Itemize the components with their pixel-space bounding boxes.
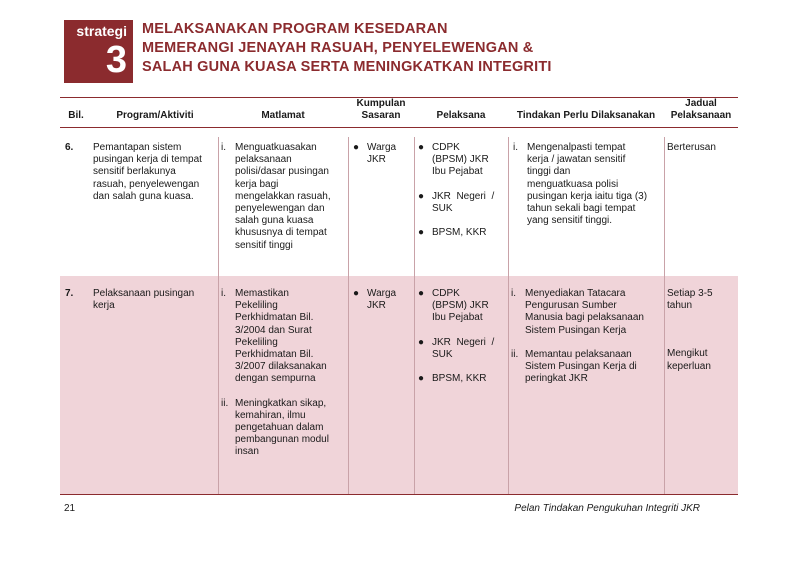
text-line: Pemantapan sistem: [93, 142, 182, 153]
text-line: Memastikan: [235, 288, 289, 299]
text-line: JKR: [367, 300, 386, 312]
bullet-icon: ●: [418, 190, 425, 202]
numbered-item: [511, 349, 663, 386]
text-line: Pelaksanaan pusingan: [93, 288, 195, 299]
column-divider: [508, 137, 509, 494]
text-line: khususnya di tempat: [235, 227, 327, 239]
tindakan-cell: [513, 142, 663, 227]
bullet-icon: ●: [418, 373, 425, 385]
col-header-kumpulan-line: Kumpulan: [356, 98, 406, 109]
text-line: dan salah guna kuasa.: [93, 190, 194, 202]
numbered-item: [513, 142, 663, 227]
text-line: Menyediakan Tatacara: [525, 288, 626, 299]
text-line: JKR: [367, 154, 386, 166]
kumpulan-cell: [353, 288, 413, 312]
title-line: SALAH GUNA KUASA SERTA MENINGKATKAN INTEGRITI: [142, 59, 552, 75]
text-line: pengetahuan dalam: [235, 422, 324, 434]
program-cell: [93, 288, 217, 312]
column-divider: [348, 137, 349, 494]
bullet-icon: ●: [418, 227, 425, 239]
item-marker: i.: [221, 142, 226, 153]
numbered-item: [221, 288, 346, 386]
text-line: yang sensitif tinggi.: [527, 215, 613, 227]
page-number: 21: [64, 503, 76, 514]
jadual-cell: [667, 288, 737, 373]
text-line: Pengurusan Sumber: [525, 300, 617, 312]
text-line: Ibu Pejabat: [432, 166, 483, 178]
column-divider: [414, 137, 415, 494]
text-line: Mengikut: [667, 348, 708, 360]
text-line: (BPSM) JKR: [432, 154, 489, 166]
text-line: kerja / jawatan sensitif: [527, 154, 626, 166]
bullet-item: [418, 373, 506, 385]
col-header-jadual-line: Pelaksanaan: [670, 110, 732, 121]
text-line: insan: [235, 446, 259, 458]
item-marker: ii.: [221, 397, 229, 409]
text-line: polisi/dasar pusingan: [235, 166, 329, 178]
bullet-icon: ●: [418, 288, 425, 299]
text-line: CDPK: [432, 142, 460, 153]
column-divider: [218, 137, 219, 494]
text-line: SUK: [432, 348, 453, 360]
bullet-icon: ●: [353, 288, 360, 299]
badge-number: 3: [105, 39, 127, 81]
col-header-matlamat: Matlamat: [261, 110, 305, 121]
numbered-item: [221, 398, 346, 459]
text-line: BPSM, KKR: [432, 227, 487, 239]
bullet-item: [418, 142, 506, 179]
bullet-icon: ●: [353, 142, 360, 153]
text-line: pelaksanaan: [235, 154, 292, 166]
item-marker: i.: [221, 288, 226, 299]
text-line: tahun: [667, 300, 693, 312]
text-line: mengelakkan rasuah,: [235, 190, 331, 202]
bullet-item: [418, 288, 506, 325]
numbered-item: [511, 288, 663, 337]
text-line: Manusia bagi pelaksanaan: [525, 312, 644, 324]
kumpulan-cell: [353, 142, 413, 166]
text-line: Memantau pelaksanaan: [525, 348, 632, 360]
jadual-cell: [667, 142, 737, 154]
col-header-jadual-line: Jadual: [685, 98, 717, 109]
text-line: pusingan kerja iaitu tiga (3): [527, 190, 648, 202]
col-header-kumpulan: [348, 98, 414, 122]
text-line: keperluan: [667, 360, 711, 372]
col-header-tindakan: Tindakan Perlu Dilaksanakan: [516, 110, 656, 121]
text-line: CDPK: [432, 288, 460, 299]
text-line: Menguatkuasakan: [235, 142, 317, 153]
bullet-icon: ●: [418, 142, 425, 153]
matlamat-cell: [221, 288, 346, 459]
bullet-item: [418, 227, 506, 239]
bullet-item: [353, 288, 413, 312]
text-line: Perkhidmatan Bil.: [235, 312, 314, 324]
text-line: penyelewengan dan: [235, 203, 325, 215]
text-line: Sistem Pusingan Kerja di: [525, 361, 637, 373]
text-line: SUK: [432, 202, 453, 214]
strategy-badge: [64, 20, 133, 83]
text-line: Warga: [367, 142, 397, 153]
row-number: 6.: [65, 142, 74, 153]
matlamat-cell: [221, 142, 346, 252]
text-line: Mengenalpasti tempat: [527, 142, 626, 153]
text-line: Pekeliling: [235, 300, 278, 312]
footer-doc-title: Pelan Tindakan Pengukuhan Integriti JKR: [514, 503, 700, 514]
text-line: Warga: [367, 288, 397, 299]
numbered-item: [221, 142, 346, 252]
text-line: peringkat JKR: [525, 373, 588, 385]
schedule-item: [667, 348, 737, 372]
text-line: JKR Negeri /: [432, 336, 495, 348]
page-title: [142, 20, 562, 77]
bullet-icon: ●: [418, 336, 425, 348]
text-line: 3/2004 dan Surat: [235, 324, 312, 336]
text-line: kerja bagi: [235, 178, 279, 190]
text-line: salah guna kuasa: [235, 215, 314, 227]
text-line: tahun sekali bagi tempat: [527, 203, 636, 215]
pelaksana-cell: [418, 142, 506, 239]
table-bottom-rule: [60, 494, 738, 495]
table-header-rule: [60, 127, 738, 128]
text-line: Ibu Pejabat: [432, 312, 483, 324]
text-line: kemahiran, ilmu: [235, 409, 306, 421]
tindakan-cell: [511, 288, 663, 385]
item-marker: ii.: [511, 348, 519, 360]
text-line: sensitif tinggi: [235, 239, 293, 251]
column-divider: [664, 137, 665, 494]
text-line: dengan sempurna: [235, 373, 316, 385]
col-header-bil: Bil.: [68, 110, 84, 121]
pelaksana-cell: [418, 288, 506, 385]
bullet-item: [418, 337, 506, 361]
bullet-item: [418, 191, 506, 215]
text-line: Sistem Pusingan Kerja: [525, 324, 627, 336]
col-header-pelaksana: Pelaksana: [436, 110, 486, 121]
text-line: tinggi dan: [527, 166, 571, 178]
text-line: BPSM, KKR: [432, 373, 487, 385]
text-line: pembangunan modul: [235, 434, 329, 446]
text-line: Pekeliling: [235, 336, 278, 348]
text-line: (BPSM) JKR: [432, 300, 489, 312]
text-line: pusingan kerja di tempat: [93, 154, 202, 166]
item-marker: i.: [513, 142, 518, 153]
schedule-item: [667, 288, 737, 312]
col-header-kumpulan-line: Sasaran: [361, 110, 401, 121]
text-line: Perkhidmatan Bil.: [235, 349, 314, 361]
row-number: 7.: [65, 288, 74, 299]
col-header-program: Program/Aktiviti: [116, 110, 194, 121]
title-line: MEMERANGI JENAYAH RASUAH, PENYELEWENGAN &: [142, 40, 534, 56]
bullet-item: [353, 142, 413, 166]
text-line: JKR Negeri /: [432, 190, 495, 202]
text-line: sensitif berlakunya: [93, 166, 176, 178]
text-line: rasuah, penyelewengan: [93, 178, 200, 190]
text-line: Berterusan: [667, 142, 716, 153]
item-marker: i.: [511, 288, 516, 299]
text-line: Setiap 3-5: [667, 288, 713, 299]
text-line: kerja: [93, 300, 115, 312]
text-line: menguatkuasa polisi: [527, 178, 619, 190]
title-line: MELAKSANAKAN PROGRAM KESEDARAN: [142, 21, 448, 37]
text-line: Meningkatkan sikap,: [235, 397, 327, 409]
badge-label: strategi: [76, 23, 127, 39]
col-header-jadual: [664, 98, 738, 122]
program-cell: [93, 142, 217, 203]
text-line: 3/2007 dilaksanakan: [235, 361, 327, 373]
